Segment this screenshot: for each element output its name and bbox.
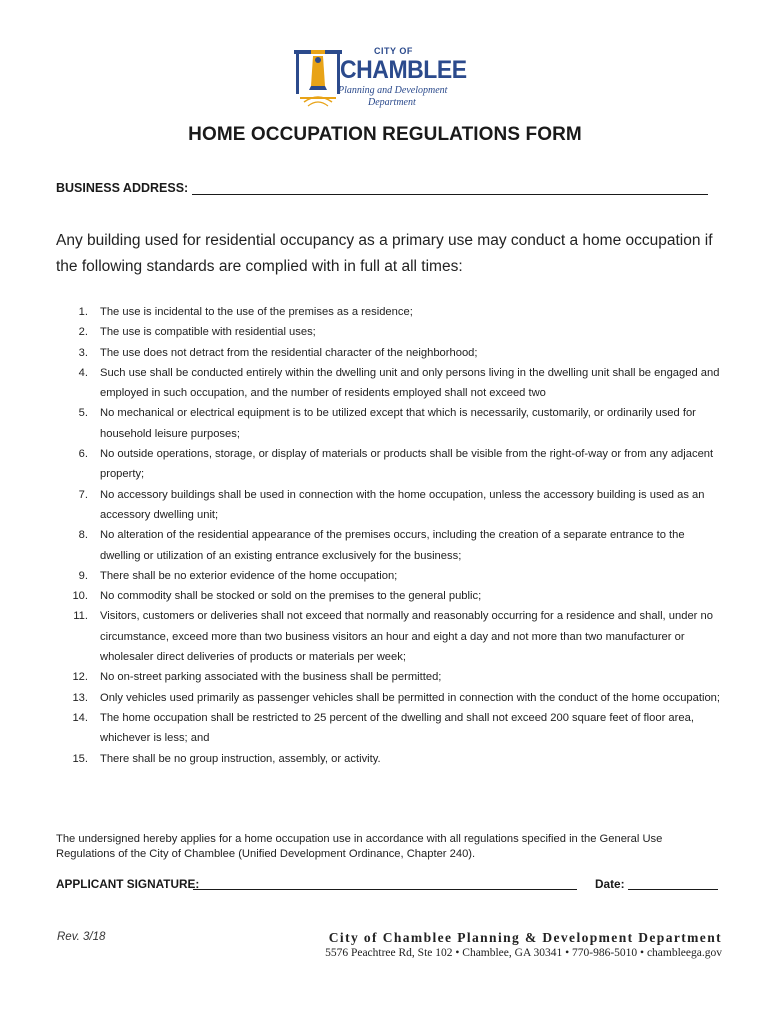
list-item-text: No commodity shall be stocked or sold on the premises to the general public; [100, 590, 482, 603]
list-item-text: Visitors, customers or deliveries shall not exceed that normally and reasonably occurring for a residence and shall, under no circumstance, exceed more than two business visitors an hour and eight a day and not more than two manufacturer or wholesaler direct deliveries of products or materials per week; [100, 610, 713, 664]
list-item-number: 1. [78, 306, 88, 318]
list-item-text: Only vehicles used primarily as passenger vehicles shall be permitted in connection with the conduct of the home occupation; [100, 691, 720, 704]
date-field[interactable] [628, 889, 718, 890]
list-item-number: 14. [72, 711, 88, 724]
list-item-number: 9. [78, 569, 88, 582]
list-item [56, 606, 726, 667]
list-item [56, 749, 726, 769]
list-item [56, 525, 726, 566]
list-item [56, 403, 726, 444]
applicant-signature-field[interactable] [193, 889, 577, 890]
list-item-text: The use is incidental to the use of the premises as a residence; [100, 306, 413, 318]
list-item-number: 7. [78, 488, 88, 501]
list-item-text: No on-street parking associated with the business shall be permitted; [100, 671, 442, 684]
list-item-number: 8. [78, 529, 88, 542]
list-item [56, 444, 726, 485]
logo-subtitle-line1: Planning and Development [338, 85, 448, 96]
list-item-text: The use does not detract from the residential character of the neighborhood; [100, 346, 478, 359]
page-title: HOME OCCUPATION REGULATIONS FORM [188, 124, 582, 145]
list-item-text: The home occupation shall be restricted to 25 percent of the dwelling and shall not exceed 200 square feet of floor area, whichever is less; and [100, 711, 694, 745]
list-item-number: 13. [72, 691, 88, 704]
list-item [56, 363, 726, 404]
list-item [56, 688, 726, 708]
standards-list [56, 302, 726, 769]
tower-icon [292, 46, 344, 112]
list-item [56, 586, 726, 606]
list-item [56, 485, 726, 526]
applicant-signature-label: APPLICANT SIGNATURE: [56, 877, 200, 891]
list-item [56, 322, 726, 342]
list-item-number: 6. [78, 448, 88, 461]
list-item-text: No outside operations, storage, or display of materials or products shall be visible from the right-of-way or from any adjacent property; [100, 448, 714, 481]
list-item-text: No accessory buildings shall be used in connection with the home occupation, unless the accessory building is used as an accessory dwelling unit; [100, 488, 705, 521]
undersigned-statement: The undersigned hereby applies for a home occupation use in accordance with all regulations specified in the General Use Regulations of the City of Chamblee (Unified Development Ordinance, Chapter 240). [56, 833, 663, 860]
list-item-text: There shall be no group instruction, assembly, or activity. [100, 752, 381, 765]
list-item-text: Such use shall be conducted entirely within the dwelling unit and only persons living in the dwelling unit shall be engaged and employed in such occupation, and the number of residents employed shall not exceed two [100, 366, 720, 400]
city-logo [292, 46, 467, 112]
list-item-number: 3. [78, 346, 88, 359]
list-item [56, 708, 726, 749]
list-item-number: 12. [72, 671, 88, 684]
business-address-label: BUSINESS ADDRESS: [56, 181, 189, 195]
logo-city-name: CHAMBLEE [340, 56, 467, 84]
list-item [56, 302, 726, 322]
footer-address: 5576 Peachtree Rd, Ste 102 • Chamblee, GA 30341 • 770-986-5010 • chambleega.gov [325, 947, 722, 959]
list-item-number: 15. [72, 752, 88, 765]
list-item-number: 2. [78, 326, 88, 339]
list-item-text: No alteration of the residential appearance of the premises occurs, including the creation of a separate entrance to the dwelling or utilization of an existing entrance exclusively for the business; [100, 529, 685, 562]
list-item [56, 667, 726, 687]
logo-subtitle-line2: Department [368, 97, 416, 108]
intro-paragraph: Any building used for residential occupancy as a primary use may conduct a home occupation if the following standards are complied with in full at all times: [56, 232, 713, 275]
logo-city-of: CITY OF [374, 46, 413, 56]
list-item-text: The use is compatible with residential uses; [100, 326, 316, 339]
list-item-number: 4. [78, 366, 88, 379]
list-item-number: 5. [78, 407, 88, 420]
footer-department: City of Chamblee Planning & Development Department [328, 930, 722, 945]
list-item-text: There shall be no exterior evidence of the home occupation; [100, 569, 398, 582]
date-label: Date: [595, 877, 625, 891]
list-item-text: No mechanical or electrical equipment is to be utilized except that which is necessarily, customarily, or ordinarily used for household leisure purposes; [100, 407, 696, 440]
list-item-number: 10. [72, 590, 88, 603]
revision-note: Rev. 3/18 [57, 931, 106, 943]
list-item [56, 566, 726, 586]
list-item-number: 11. [73, 610, 88, 623]
list-item [56, 343, 726, 363]
business-address-field[interactable] [192, 194, 708, 195]
